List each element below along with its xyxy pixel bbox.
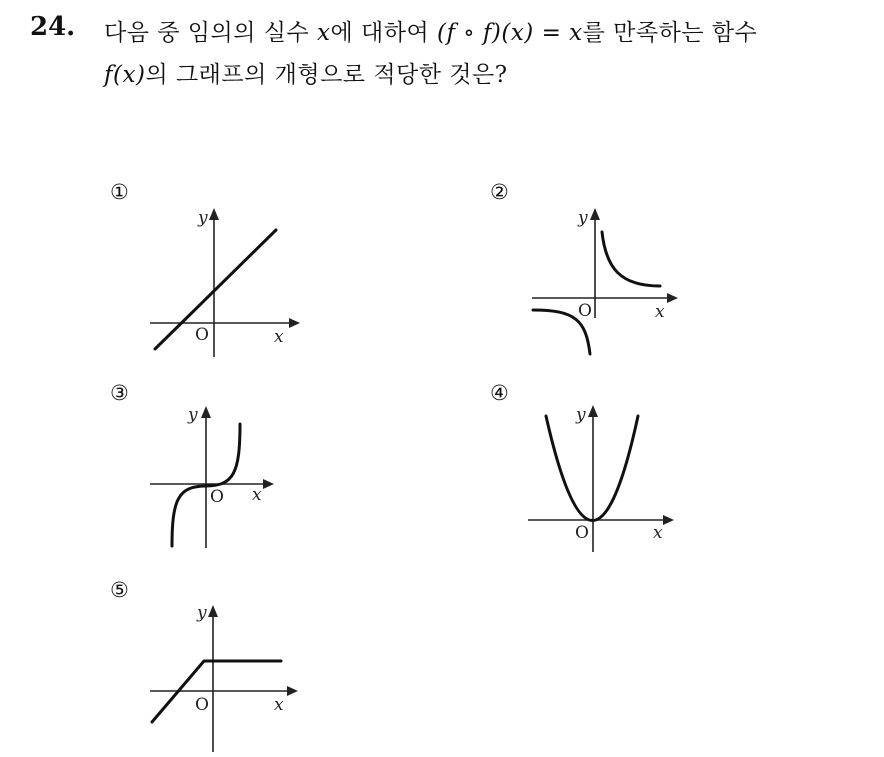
choice-4-origin-label: O: [575, 523, 589, 543]
choice-1-label[interactable]: ①: [110, 180, 129, 204]
question-number: 24.: [30, 12, 76, 42]
choice-2-y-label: y: [578, 208, 588, 228]
choice-5-y-arrow: [208, 605, 218, 617]
choice-4-label[interactable]: ④: [490, 381, 509, 405]
question-text-tail: 의 그래프의 개형으로 적당한 것은?: [145, 62, 508, 88]
choice-3-origin-label: O: [210, 487, 224, 507]
choice-5-label[interactable]: ⑤: [110, 578, 129, 602]
question-text-mid: 에 대하여: [330, 20, 437, 46]
choice-5-origin-label: O: [195, 695, 209, 715]
choice-5-x-arrow: [287, 686, 298, 696]
choice-1-y-label: y: [198, 208, 208, 228]
choice-3-x-label: x: [252, 485, 262, 505]
question-text-prefix: 다음 중 임의의 실수: [104, 20, 317, 46]
question-function: f(x): [104, 62, 146, 88]
choice-4-x-label: x: [653, 523, 663, 543]
choice-3-label[interactable]: ③: [110, 381, 129, 405]
choice-5-x-label: x: [274, 695, 284, 715]
choice-5-y-label: y: [197, 603, 207, 623]
choice-2-origin-label: O: [578, 301, 592, 321]
choice-3-y-label: y: [188, 405, 198, 425]
question-formula: (f ∘ f)(x) = x: [436, 20, 583, 46]
question-text-suffix: 를 만족하는 함수: [582, 20, 758, 46]
choice-1-origin-label: O: [195, 325, 209, 345]
question-variable: x: [317, 20, 331, 46]
choice-2-label[interactable]: ②: [490, 180, 509, 204]
choice-1-x-label: x: [274, 327, 284, 347]
choice-2-x-label: x: [655, 302, 665, 322]
choice-4-y-label: y: [576, 405, 586, 425]
